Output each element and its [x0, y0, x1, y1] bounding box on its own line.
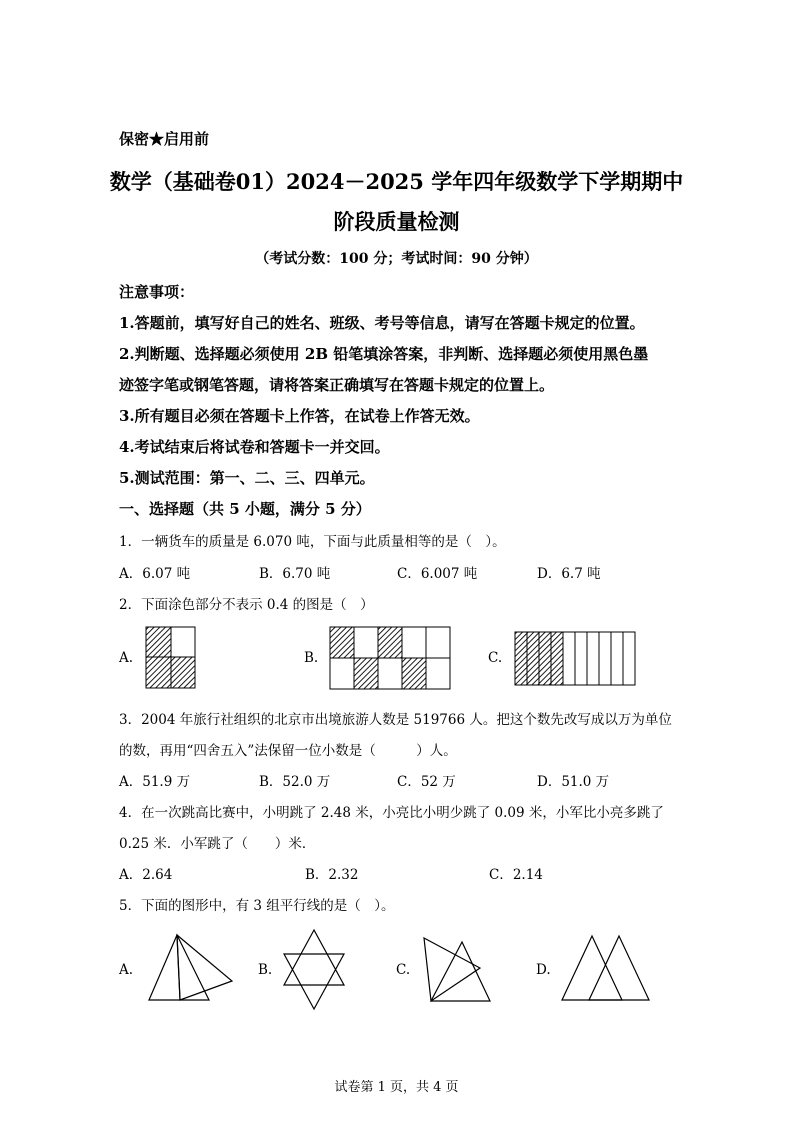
page-footer: 试卷第 1 页，共 4 页 — [334, 1080, 459, 1095]
note-item: 5.测试范围：第一、二、三、四单元。 — [119, 469, 375, 487]
q2-option-a: A. — [119, 650, 134, 666]
q3-option-c: C．52 万 — [397, 774, 456, 790]
question-1-text: 1．一辆货车的质量是 6.070 吨，下面与此质量相等的是（ ）。 — [119, 534, 506, 550]
section-heading: 一、选择题（共 5 小题，满分 5 分） — [119, 500, 371, 518]
note-item: 1.答题前，填写好自己的姓名、班级、考号等信息，请写在答题卡规定的位置。 — [119, 314, 645, 332]
q1-option-b: B．6.70 吨 — [259, 566, 331, 582]
question-4-text-line1: 4．在一次跳高比赛中，小明跳了 2.48 米，小亮比小明少跳了 0.09 米，小军比小亮多跳了 — [119, 805, 664, 821]
q4-option-b: B．2.32 — [305, 867, 359, 883]
notes-heading: 注意事项： — [119, 283, 195, 301]
q1-option-a: A．6.07 吨 — [119, 566, 191, 582]
note-item: 4.考试结束后将试卷和答题卡一并交回。 — [119, 438, 390, 456]
secret-label: 保密★启用前 — [119, 130, 210, 148]
exam-title-line2: 阶段质量检测 — [333, 209, 460, 234]
exam-info: （考试分数：100 分；考试时间：90 分钟） — [255, 251, 538, 267]
q2-option-b: B. — [304, 650, 319, 666]
question-5-text: 5．下面的图形中，有 3 组平行线的是（ ）。 — [119, 898, 395, 914]
note-item: 迹签字笔或钢笔答题，请将答案正确填写在答题卡规定的位置上。 — [119, 376, 555, 394]
question-3-text-line1: 3．2004 年旅行社组织的北京市出境旅游人数是 519766 人。把这个数先改写成以万为单位 — [119, 712, 672, 728]
figure-d-triangles — [562, 936, 649, 1000]
q2-option-c: C. — [488, 650, 503, 666]
figure-a-triangles — [149, 935, 232, 1000]
question-3-text-line2: 的数，再用“四舍五入”法保留一位小数是（ ）人。 — [119, 743, 457, 759]
question-2-text: 2．下面涂色部分不表示 0.4 的图是（ ） — [119, 597, 374, 613]
q5-option-c: C. — [396, 962, 411, 978]
question-4-text-line2: 0.25 米．小军跳了（ ）米． — [119, 836, 316, 852]
q5-option-d: D. — [536, 962, 551, 978]
q4-option-a: A．2.64 — [119, 867, 173, 883]
note-item: 3.所有题目必须在答题卡上作答，在试卷上作答无效。 — [119, 407, 480, 425]
q3-option-b: B．52.0 万 — [259, 774, 331, 790]
exam-title-line1: 数学（基础卷01）2024－2025 学年四年级数学下学期期中 — [109, 169, 684, 194]
q1-option-d: D．6.7 吨 — [537, 566, 601, 582]
q1-option-c: C．6.007 吨 — [397, 566, 478, 582]
q5-option-b: B. — [258, 962, 273, 978]
figure-c-triangles — [424, 938, 490, 1001]
figure-b-star — [284, 930, 344, 1009]
note-item: 2.判断题、选择题必须使用 2B 铅笔填涂答案，非判断、选择题必须使用黑色墨 — [119, 345, 649, 363]
q3-option-a: A．51.9 万 — [119, 774, 191, 790]
q3-option-d: D．51.0 万 — [537, 774, 610, 790]
q4-option-c: C．2.14 — [489, 867, 543, 883]
q5-option-a: A. — [119, 962, 134, 978]
